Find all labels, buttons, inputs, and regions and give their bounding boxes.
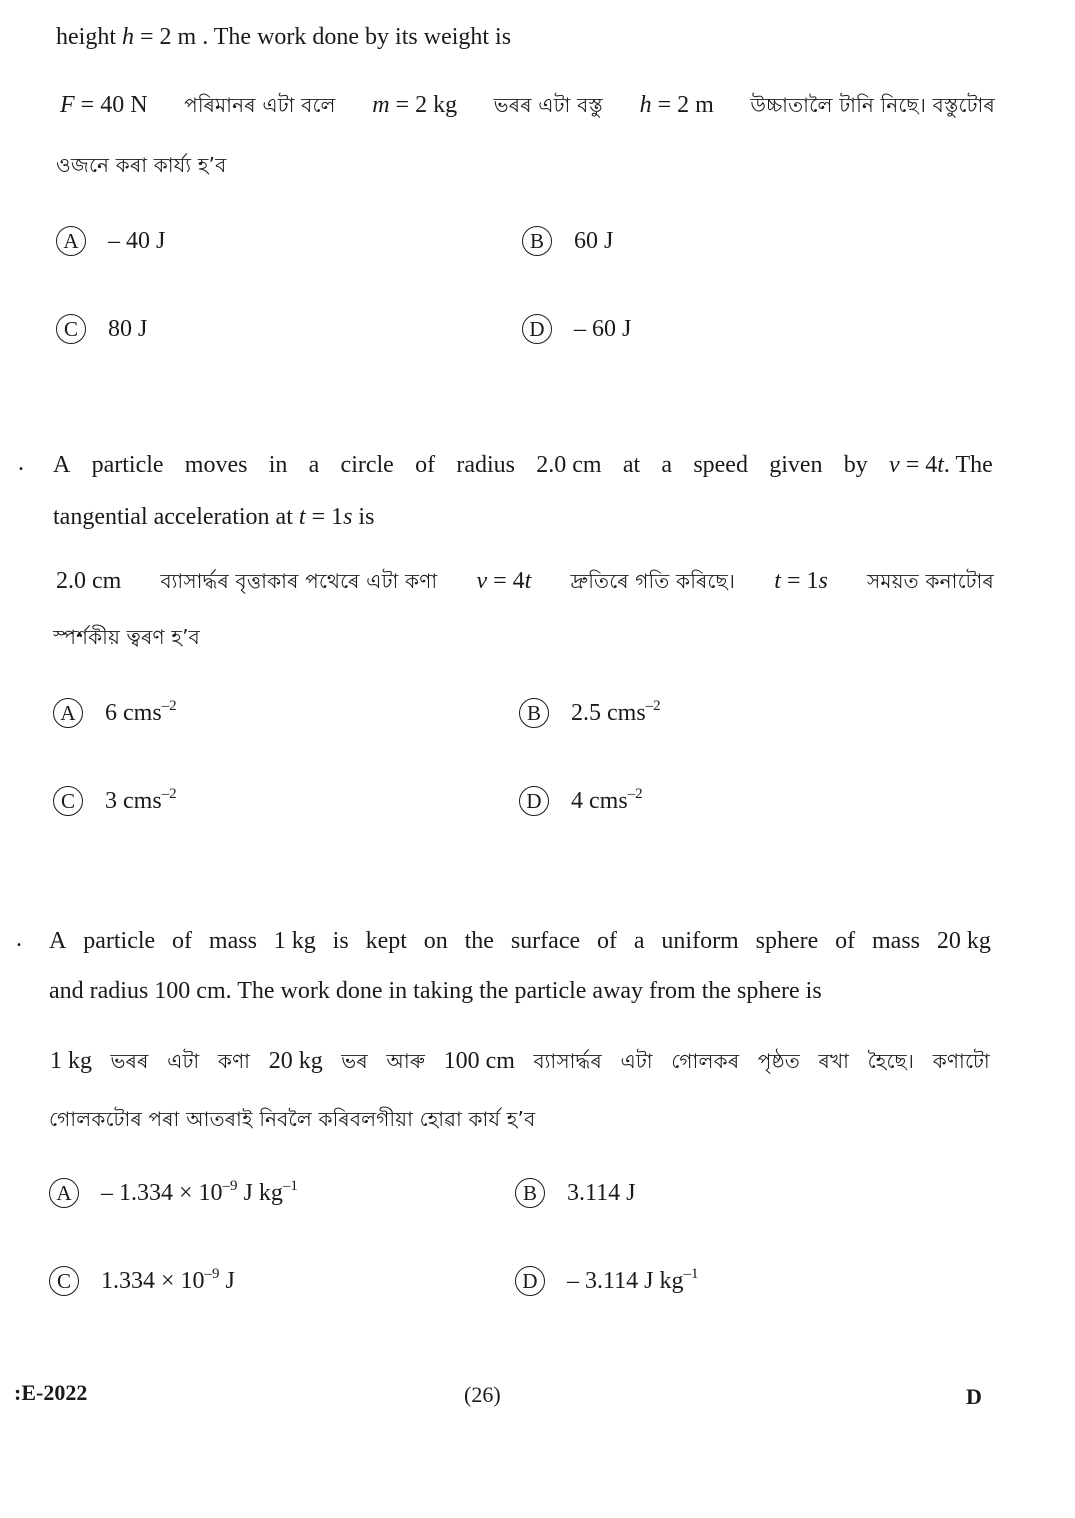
q1-option-b[interactable]: [522, 226, 613, 256]
text: = 2 m . The work done by its weight is: [134, 24, 512, 50]
q1-option-c[interactable]: [56, 314, 147, 344]
option-text: – 40 J: [108, 228, 166, 254]
word: speed: [693, 452, 748, 478]
segment: [774, 566, 828, 596]
q1-en-line1: [56, 22, 511, 52]
question-set: D: [966, 1384, 982, 1409]
word: 2.0 cm: [536, 452, 602, 478]
var-t: t: [524, 568, 532, 594]
word: mass: [208, 928, 257, 954]
word: surface: [510, 928, 581, 954]
option-text: [567, 1266, 698, 1296]
option-letter-circle: A: [56, 226, 86, 256]
text: 3 cms: [105, 788, 162, 814]
option-text: 80 J: [108, 316, 148, 342]
word: কণাটো: [932, 1049, 990, 1073]
option-text: [105, 786, 177, 816]
var-s: s: [343, 504, 353, 530]
word: kept: [365, 928, 407, 954]
word: a: [308, 452, 320, 478]
exponent: –2: [627, 786, 643, 802]
word: এটা: [167, 1049, 200, 1073]
text: – 1.334 × 10: [101, 1180, 223, 1206]
word: A: [49, 928, 67, 954]
word: এটা: [620, 1049, 653, 1073]
text: ব্যাসাৰ্দ্ধৰ বৃত্তাকাৰ পথেৰে এটা কণা: [160, 569, 438, 593]
var-f: F: [60, 92, 75, 118]
option-text: [105, 698, 177, 728]
q3-en-line1-row: [49, 926, 991, 956]
q1-bn-line1-row: [60, 90, 995, 120]
word: পৃষ্ঠত: [757, 1049, 801, 1073]
option-letter-circle: B: [515, 1178, 545, 1208]
q2-bullet: .: [18, 450, 24, 476]
q3-bn-line2: গোলকটোৰ পৰা আতৰাই নিবলৈ কৰিবলগীয়া হোৱা কাৰ্য হ’ব: [49, 1107, 536, 1131]
exponent: –2: [161, 786, 177, 802]
word: ৰখা: [818, 1049, 850, 1073]
segment: [372, 90, 457, 120]
option-letter-circle: B: [522, 226, 552, 256]
q2-en-line1-row: [53, 450, 993, 480]
word: moves: [184, 452, 248, 478]
text: J: [219, 1268, 235, 1294]
word: uniform: [661, 928, 739, 954]
var-t: t: [774, 568, 781, 594]
text: = 2 kg: [389, 92, 458, 118]
word: particle: [91, 452, 164, 478]
q2-en-line1: [53, 450, 993, 480]
text: height: [56, 24, 122, 50]
word: 1 kg: [273, 928, 316, 954]
var-m: m: [372, 92, 390, 118]
text: tangential acceleration at: [53, 504, 299, 530]
page-number: (26): [464, 1382, 501, 1407]
word: ভৰ: [341, 1049, 368, 1073]
word: 1 kg: [50, 1048, 92, 1074]
option-text: [571, 786, 643, 816]
word: radius: [456, 452, 515, 478]
option-letter-circle: D: [519, 786, 549, 816]
option-letter-circle: C: [49, 1266, 79, 1296]
q2-bn-line1: [56, 566, 994, 596]
var-h: h: [639, 92, 652, 118]
word: 100 cm: [443, 1048, 515, 1074]
word: in: [268, 452, 288, 478]
word: 20 kg: [936, 928, 991, 954]
q2-en-line2: [53, 502, 374, 532]
var-v: v: [889, 452, 900, 478]
segment: [640, 90, 714, 120]
segment: [889, 450, 993, 480]
option-letter-circle: D: [522, 314, 552, 344]
text: 6 cms: [105, 700, 162, 726]
var-v: v: [476, 568, 488, 594]
q2-bn-line1-row: [56, 566, 994, 596]
text: = 40 N: [74, 92, 148, 118]
word: is: [332, 928, 349, 954]
text: . The: [943, 452, 993, 478]
q3-bn-line1-row: [50, 1046, 990, 1076]
q3-bn-line1: [50, 1046, 990, 1076]
q1-option-a[interactable]: [56, 226, 165, 256]
var-t: t: [937, 452, 944, 478]
text: উচ্চাতালৈ টানি নিছে। বস্তুটোৰ: [750, 93, 995, 117]
q3-option-c[interactable]: [49, 1266, 235, 1296]
exponent: –2: [161, 698, 177, 714]
text: 2.5 cms: [571, 700, 646, 726]
word: given: [769, 452, 823, 478]
option-letter-circle: A: [49, 1178, 79, 1208]
word: of: [597, 928, 617, 954]
word: of: [172, 928, 193, 954]
exponent: –1: [683, 1266, 699, 1282]
text: = 2 m: [651, 92, 714, 118]
exponent: –2: [645, 698, 661, 714]
text: is: [352, 504, 375, 530]
word: ব্যাসাৰ্দ্ধৰ: [533, 1049, 602, 1073]
text: পৰিমানৰ এটা বলে: [184, 93, 336, 117]
option-text: [101, 1178, 298, 1208]
option-letter-circle: C: [56, 314, 86, 344]
segment: [476, 566, 531, 596]
word: হৈছে।: [867, 1049, 915, 1073]
text: ভৰৰ এটা বস্তু: [493, 93, 604, 117]
q1-bn-line1: [60, 90, 995, 120]
text: J kg: [237, 1180, 283, 1206]
word: mass: [872, 928, 920, 954]
q2-option-c[interactable]: [53, 786, 177, 816]
option-text: [101, 1266, 235, 1296]
word: A: [53, 452, 71, 478]
word: circle: [340, 452, 394, 478]
q3-option-a[interactable]: [49, 1178, 298, 1208]
exam-code: :E-2022: [14, 1380, 88, 1405]
text: = 1: [305, 504, 344, 530]
option-text: 60 J: [574, 228, 614, 254]
option-letter-circle: C: [53, 786, 83, 816]
word: a: [661, 452, 673, 478]
word: at: [622, 452, 641, 478]
word: কণা: [217, 1049, 251, 1073]
q2-option-b[interactable]: [519, 698, 661, 728]
option-letter-circle: D: [515, 1266, 545, 1296]
q3-option-b[interactable]: [515, 1178, 635, 1208]
word: a: [633, 928, 645, 954]
q1-option-d[interactable]: [522, 314, 631, 344]
text: = 4: [899, 452, 938, 478]
exponent: –9: [222, 1178, 238, 1194]
option-letter-circle: B: [519, 698, 549, 728]
q2-option-a[interactable]: [53, 698, 177, 728]
option-text: 3.114 J: [567, 1180, 636, 1206]
option-text: [571, 698, 661, 728]
word: 20 kg: [268, 1048, 323, 1074]
text: দ্ৰুতিৰে গতি কৰিছে।: [570, 569, 736, 593]
text: = 1: [780, 568, 819, 594]
option-text: – 60 J: [574, 316, 632, 342]
q3-en-line1: [49, 926, 991, 956]
q2-option-d[interactable]: [519, 786, 643, 816]
text: 2.0 cm: [56, 568, 122, 594]
q2-bn-line2: স্পৰ্শকীয় ত্বৰণ হ’ব: [53, 625, 200, 649]
option-letter-circle: A: [53, 698, 83, 728]
q1-bn-line2: ওজনে কৰা কাৰ্য্য হ’ব: [56, 153, 227, 177]
word: আৰু: [386, 1049, 426, 1073]
var-s: s: [818, 568, 828, 594]
word: of: [835, 928, 856, 954]
text: 1.334 × 10: [101, 1268, 205, 1294]
text: = 4: [487, 568, 525, 594]
text: – 3.114 J kg: [567, 1268, 684, 1294]
var-h: h: [122, 24, 134, 50]
text: 4 cms: [571, 788, 628, 814]
text: সময়ত কনাটোৰ: [866, 569, 994, 593]
var-t: t: [298, 504, 306, 530]
word: by: [843, 452, 868, 478]
word: sphere: [755, 928, 819, 954]
segment: [60, 90, 148, 120]
exponent: –1: [282, 1178, 298, 1194]
word: গোলকৰ: [671, 1049, 740, 1073]
word: of: [415, 452, 436, 478]
q3-option-d[interactable]: [515, 1266, 698, 1296]
word: on: [423, 928, 448, 954]
word: ভৰৰ: [110, 1049, 149, 1073]
q3-en-line2: and radius 100 cm. The work done in taking the particle away from the sphere is: [49, 978, 822, 1004]
word: the: [464, 928, 494, 954]
q3-bullet: .: [16, 926, 22, 952]
exponent: –9: [204, 1266, 220, 1282]
word: particle: [83, 928, 156, 954]
